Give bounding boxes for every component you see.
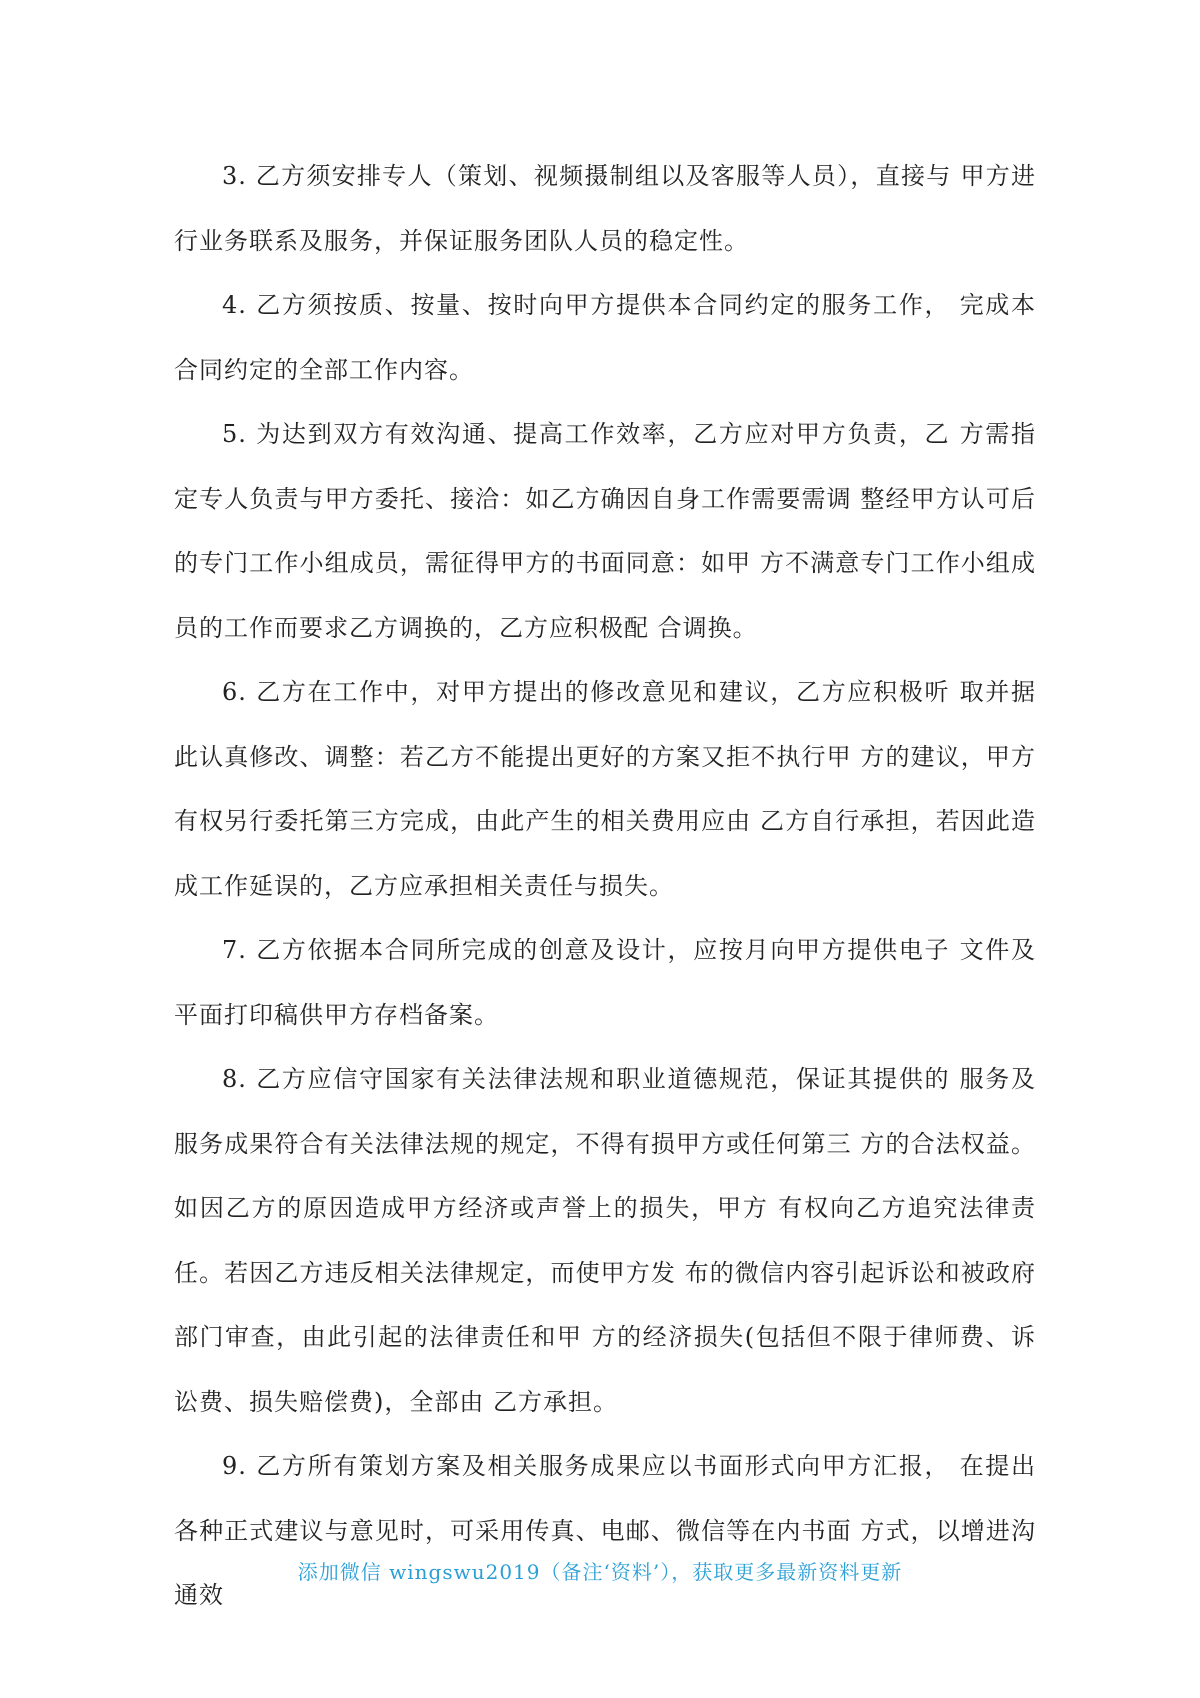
paragraph-3: 3. 乙方须安排专人（策划、视频摄制组以及客服等人员），直接与 甲方进行业务联系及服务，并保证服务团队人员的稳定性。 bbox=[174, 162, 1036, 255]
paragraph-9: 9. 乙方所有策划方案及相关服务成果应以书面形式向甲方汇报， 在提出各种正式建议与意见时，可采用传真、电邮、微信等在内书面 方式，以增进沟通效 bbox=[174, 1452, 1036, 1609]
paragraph-8: 8. 乙方应信守国家有关法律法规和职业道德规范，保证其提供的 服务及服务成果符合有关法律法规的规定，不得有损甲方或任何第三 方的合法权益。如因乙方的原因造成甲方经济或声誉上的损失，甲方 有权向乙方追究法律责任。若因乙方违反相关法律规定，而使甲方发 布的微信内容引起诉讼和被政府部门审查，由此引起的法律责任和甲 方的经济损失(包括但不限于律师费、诉讼费、损失赔偿费)，全部由 乙方承担。 bbox=[174, 1065, 1036, 1416]
paragraph-4: 4. 乙方须按质、按量、按时向甲方提供本合同约定的服务工作， 完成本合同约定的全部工作内容。 bbox=[174, 291, 1036, 384]
paragraph-6: 6. 乙方在工作中，对甲方提出的修改意见和建议，乙方应积极听 取并据此认真修改、调整：若乙方不能提出更好的方案又拒不执行甲 方的建议，甲方有权另行委托第三方完成，由此产生的相关费用应由 乙方自行承担，若因此造成工作延误的，乙方应承担相关责任与损失。 bbox=[174, 678, 1036, 900]
footer-promo-text: 添加微信 wingswu2019（备注‘资料’），获取更多最新资料更新 bbox=[297, 1560, 903, 1584]
paragraph-5: 5. 为达到双方有效沟通、提高工作效率，乙方应对甲方负责，乙 方需指定专人负责与甲方委托、接洽：如乙方确因自身工作需要需调 整经甲方认可后的专门工作小组成员，需征得甲方的书面同意：如甲 方不满意专门工作小组成员的工作而要求乙方调换的，乙方应积极配 合调换。 bbox=[174, 420, 1036, 642]
document-body bbox=[174, 144, 1036, 1628]
paragraph-7: 7. 乙方依据本合同所完成的创意及设计，应按月向甲方提供电子 文件及平面打印稿供甲方存档备案。 bbox=[174, 936, 1036, 1029]
